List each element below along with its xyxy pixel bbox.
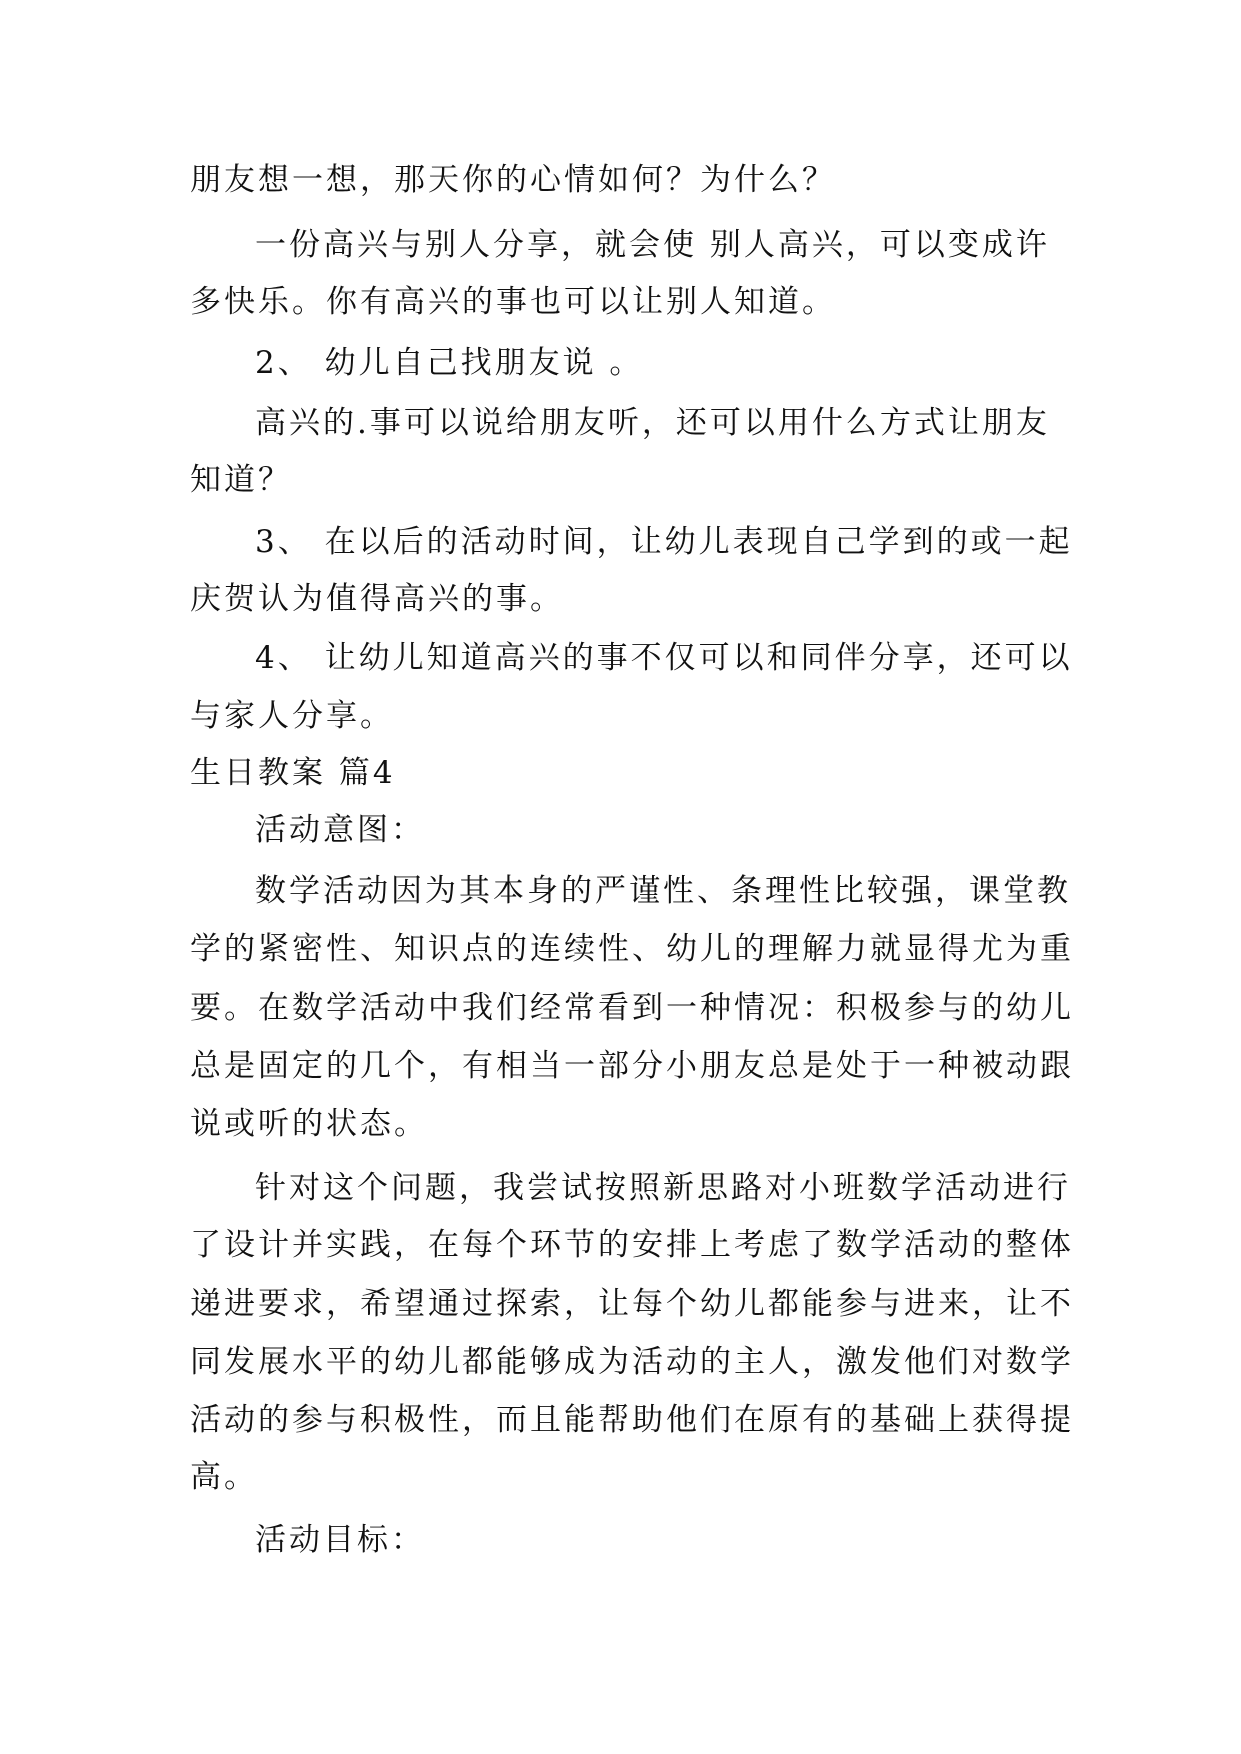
text-line: 数学活动因为其本身的严谨性、条理性比较强，课堂教 (255, 873, 1071, 909)
text-line: 了设计并实践，在每个环节的安排上考虑了数学活动的整体 (190, 1227, 1074, 1263)
text-line: 高。 (190, 1459, 258, 1495)
text-line: 活动目标： (255, 1522, 425, 1558)
text-line: 庆贺认为值得高兴的事。 (190, 581, 564, 617)
text-line: 多快乐。你有高兴的事也可以让别人知道。 (190, 284, 836, 320)
text-line: 一份高兴与别人分享，就会使 别人高兴，可以变成许 (255, 227, 1050, 263)
text-line: 说或听的状态。 (190, 1106, 428, 1142)
text-line: 同发展水平的幼儿都能够成为活动的主人，激发他们对数学 (190, 1344, 1074, 1380)
text-line: 高兴的.事可以说给朋友听，还可以用什么方式让朋友 (255, 405, 1050, 441)
section-heading: 生日教案 篇4 (190, 755, 396, 791)
text-line: 活动的参与积极性，而且能帮助他们在原有的基础上获得提 (190, 1402, 1074, 1438)
text-line: 学的紧密性、知识点的连续性、幼儿的理解力就显得尤为重 (190, 931, 1074, 967)
text-line: 针对这个问题，我尝试按照新思路对小班数学活动进行 (255, 1170, 1071, 1206)
text-line: 3、 在以后的活动时间，让幼儿表现自己学到的或一起 (255, 524, 1073, 560)
text-line: 朋友想一想，那天你的心情如何？为什么？ (190, 162, 836, 198)
text-line: 知道？ (190, 462, 292, 498)
text-line: 与家人分享。 (190, 698, 394, 734)
text-line: 总是固定的几个，有相当一部分小朋友总是处于一种被动跟 (190, 1048, 1074, 1084)
text-line: 2、 幼儿自己找朋友说 。 (255, 345, 644, 381)
text-line: 递进要求，希望通过探索，让每个幼儿都能参与进来，让不 (190, 1286, 1074, 1322)
text-line: 4、 让幼儿知道高兴的事不仅可以和同伴分享，还可以 (255, 640, 1073, 676)
text-line: 活动意图： (255, 812, 425, 848)
text-line: 要。在数学活动中我们经常看到一种情况：积极参与的幼儿 (190, 990, 1074, 1026)
